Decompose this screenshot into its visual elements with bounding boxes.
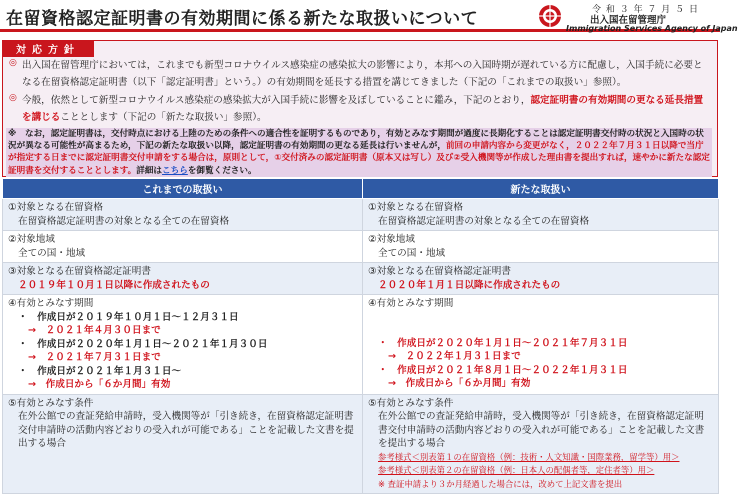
table-row	[3, 199, 719, 231]
header-new: 新たな取扱い	[363, 179, 719, 199]
table-row	[3, 231, 719, 263]
row2-left: ②対象地域 全ての国・地域	[3, 231, 363, 263]
bullet-icon: ◎	[9, 93, 17, 103]
row1-left: ①対象となる在留資格 在留資格認定証明書の対象となる全ての在留資格	[3, 199, 363, 231]
page-title: 在留資格認定証明書の有効期間に係る新たな取扱いについて	[6, 9, 479, 29]
comparison-table	[2, 178, 719, 494]
policy-highlight: 認定証明書の有効期間の更なる延長措置を講じる	[22, 95, 704, 123]
row3-left: ③対象となる在留資格認定証明書 ２０１９年１０月１日以降に作成されたもの	[3, 263, 363, 295]
table-row	[3, 394, 719, 494]
policy-paragraph-1: 出入国在留管理庁においては，これまでも新型コロナウイルス感染症の感染拡大の影響により，本邦への入国時期が遅れている方に配慮し，入国手続に必要となる在留資格認定証明書（以下「認定証明書」という。）の有効期間を延長する措置を講じてきました（下記の「これまでの取扱い」参照）。	[22, 60, 703, 88]
row4-left: ④有効とみなす期間 ・ 作成日が２０１９年１０月１日～１２月３１日 → ２０２１年４月３０日まで ・ 作成日が２０２０年１月１日～２０２１年１月３０日 → ２０２１年７月３１日まで ・ 作成日が２０２１年１月３１日～ → 作成日から「６か月間」有効	[3, 295, 363, 395]
row5-left: ⑤有効とみなす条件 在外公館での査証発給申請時，受入機関等が「引き続き，在留資格認定証明書交付申請時の活動内容どおりの受入れが可能である」ことを記載した文書を提出する場合	[3, 394, 363, 494]
policy-tab-label: 対応方針	[2, 40, 94, 57]
reference-form-link-1[interactable]: 参考様式＜別表第１の在留資格（例：技術・人文知識・国際業務，留学等）用＞	[378, 451, 680, 462]
table-row	[3, 295, 719, 395]
row5-right: ⑤有効とみなす条件 在外公館での査証発給申請時，受入機関等が「引き続き，在留資格認定証明書交付申請時の活動内容どおりの受入れが可能である」ことを記載した文書を提出する場合 参考様式＜別表第１の在留資格（例：技術・人文知識・国際業務，留学等）用＞ 参考様式＜別表第２の在留資格（例：日本人の配偶者等，定住者等）用＞ ※ 査証申請より３か月経過した場合には，改めて上記文書を提出	[363, 394, 719, 494]
reference-note: ※ 査証申請より３か月経過した場合には，改めて上記文書を提出	[378, 478, 623, 489]
row4-right: ④有効とみなす期間 ・ 作成日が２０２０年１月１日～２０２１年７月３１日 → ２０２２年１月３１日まで ・ 作成日が２０２１年８月１日～２０２２年１月３１日 → 作成日から「６か月間」有効	[363, 295, 719, 395]
agency-name-ja: 出入国在留管理庁	[590, 15, 667, 26]
immigration-agency-emblem-icon	[538, 4, 562, 28]
row2-right: ②対象地域 全ての国・地域	[363, 231, 719, 263]
agency-name-en: Immigration Services Agency of Japan	[566, 24, 738, 33]
policy-note: ※ なお，認定証明書は，交付時点における上陸のための条件への適合性を証明するものであり，有効とみなす期間が過度に長期化することは認定証明書交付時の状況と入国時の状況が異なる可能性が高まるため，下記の新たな取扱い以降，認定証明書の有効期間の更なる延長は行いませんが，前回の申請内容から変更がなく，２０２２年７月３１日以降で当庁が指定する日までに認定証明書交付申請をする場合は，原則として，①交付済みの認定証明書（原本又は写し）及び②受入機関等が作成した理由書を提出すれば，速やかに新たな認定証明書を交付することとします。詳細はこちらを御覧ください。	[6, 128, 712, 177]
publication-date: 令 和 ３ 年 ７ 月 ５ 日	[592, 5, 700, 15]
reference-form-link-2[interactable]: 参考様式＜別表第２の在留資格（例：日本人の配偶者等，定住者等）用＞	[378, 465, 655, 475]
note-highlight: 前回の申請内容から変更がなく，２０２２年７月３１日以降で当庁が指定する日までに認定証明書交付申請をする場合は，原則として，①交付済みの認定証明書（原本又は写し）及び②受入機関等が作成した理由書を提出すれば，速やかに新たな認定証明書を交付することとします。	[8, 141, 710, 176]
row3-right: ③対象となる在留資格認定証明書 ２０２０年１月１日以降に作成されたもの	[363, 263, 719, 295]
row1-right: ①対象となる在留資格 在留資格認定証明書の対象となる全ての在留資格	[363, 199, 719, 231]
bullet-icon: ◎	[9, 58, 17, 68]
table-row	[3, 263, 719, 295]
header-previous: これまでの取扱い	[3, 179, 363, 199]
details-link[interactable]: こちら	[162, 165, 188, 176]
policy-paragraph-2: 今般，依然として新型コロナウイルス感染症の感染拡大が入国手続に影響を及ぼしていることに鑑み，下記のとおり，認定証明書の有効期間の更なる延長措置を講じることとします（下記の「新たな取扱い」参照）。	[22, 95, 704, 123]
